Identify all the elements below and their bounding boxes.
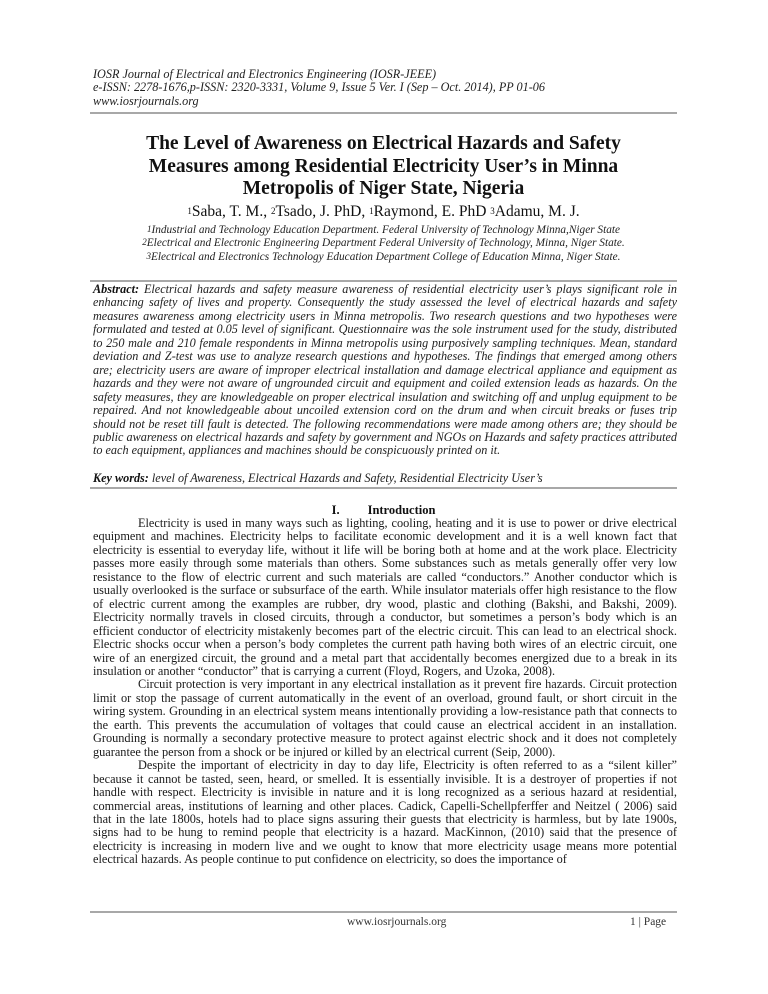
abstract	[93, 283, 677, 458]
journal-header	[93, 68, 677, 108]
body-text	[93, 517, 677, 867]
abstract-text: Electrical hazards and safety measure awareness of residential electricity user’s plays significant role in enhancing safety of lives and property. Consequently the study assessed the level of electrical hazards and safety measures awareness among electricity users in Minna metropolis. Two research questions and two hypotheses were formulated and tested at 0.05 level of significant. Questionnaire was the sole instrument used for the study, distributed to 250 male and 210 female respondents in Minna metropolis using purposively sampling techniques. Mean, standard deviation and Z-test was use to analyze research questions and hypotheses. The findings that emerged among others are; electricity users are aware of improper electrical installation and damage electrical appliance and equipment as hazards and they were not aware of ungrounded circuit and equipment and coiled extension leads as hazards. On the safety measures, they are knowledgeable on proper electrical insulation and switching off and unplug equipment to be repaired. And not knowledgeable about uncoiled extension cord on the drum and when circuit breaks or fuses trip should not be reset till fault is detected. The following recommendations were made among others are; they should be public awareness on electrical hazards and safety by government and NGOs on Hazards and safety practices attributed to each equipment, appliances and machines should be conspicuously printed on it.	[93, 282, 677, 458]
section-heading	[90, 503, 677, 517]
author-affil-marker: 3	[490, 206, 495, 216]
paragraph: Electricity is used in many ways such as lighting, cooling, heating and it is use to power or drive electrical equipment and machines. Electricity helps to facilitate economic development and it is a well known fact that electricity is essential to everyday life, without it life will be boring both at home and at the work place. Electricity passes more easily through some materials than others. Some substances such as metals generally offer very low resistance to the flow of electric current and such materials are called “conductors.” Another conductor which is usually overlooked is the surface or subsurface of the earth. While insulator materials offer high resistance to the flow of electric current among the examples are rubber, dry wood, plastic and clothing (Bakshi, and Bakshi, 2009). Electricity normally travels in closed circuits, through a conductor, but sometimes a person’s body which is an efficient conductor of electricity mistakenly becomes part of the electric circuit. This can lead to an electrical shock. Electric shocks occur when a person’s body completes the current path having both wires of an electric circuit, one wire of an energized circuit, the ground and a metal part that accidentally becomes energized due to a break in its insulation or another “conductor” that is carrying a current (Floyd, Rogers, and Uzoka, 2008).	[93, 516, 677, 678]
affiliation	[70, 224, 697, 237]
section-title: Introduction	[367, 503, 436, 517]
abstract-label: Abstract:	[93, 282, 140, 296]
affil-marker: 1	[146, 224, 152, 234]
author-affil-marker: 1	[187, 206, 192, 216]
paper-title	[90, 133, 677, 201]
author-name: Raymond, E. PhD	[373, 203, 491, 220]
author-name: Saba, T. M.,	[191, 203, 271, 220]
journal-website[interactable]: www.iosrjournals.org	[93, 93, 199, 108]
affil-text: Electrical and Electronics Technology Education Department College of Education Minna, Niger State.	[151, 250, 621, 263]
title-line-2: Measures among Residential Electricity User’s in Minna	[148, 155, 619, 177]
affil-marker: 3	[146, 250, 151, 261]
author-name: Adamu, M. J.	[494, 203, 580, 220]
affiliation	[70, 237, 697, 250]
affiliations	[70, 224, 697, 264]
author-affil-marker: 1	[369, 206, 374, 216]
title-line-1: The Level of Awareness on Electrical Hazards and Safety	[146, 133, 621, 154]
affil-text: Electrical and Electronic Engineering Department Federal University of Technology, Minna, Niger State.	[146, 237, 625, 250]
abstract-bottom-divider	[90, 487, 677, 489]
paragraph: Circuit protection is very important in any electrical installation as it prevent fire hazards. Circuit protection limit or stop the passage of current automatically in the event of an overload, ground fault, or short circuit in the wiring system. Grounding in an electrical system means intentionally providing a low-resistance path that connects to the earth. This prevents the accumulation of voltages that could cause an electrical accident in an installation. Grounding is normally a secondary protective measure to protect against electric shock and it does not completely guarantee the person from a shock or be injured or killed by an electrical current (Seip, 2000).	[93, 677, 677, 759]
paragraph: Despite the important of electricity in day to day life, Electricity is often referred to as a “silent killer” because it cannot be tasted, seen, heard, or smelled. It is essentially invisible. It is a destroyer of properties if not handle with respect. Electricity is invisible in nature and it is long recognized as a serious hazard at residential, commercial areas, institutions of learning and other places. Cadick, Capelli-Schellpferffer and Neitzel ( 2006) said that in the late 1800s, hotels had to place signs assuring their guests that electricity is harmless, but by late 1900s, signs had to be hung to remind people that electricity is a hazard. MacKinnon, (2010) said that the presence of electricity is increasing in modern live and we ought to know that more electricity usage means more potential electrical hazards. As people continue to put confidence on electricity, so does the importance of	[93, 758, 677, 867]
affil-marker: 2	[142, 237, 147, 248]
affiliation	[70, 251, 697, 264]
keywords	[93, 472, 677, 485]
section-number: I.	[331, 503, 340, 517]
footer-website[interactable]: www.iosrjournals.org	[347, 916, 447, 928]
keywords-label: Key words:	[93, 471, 149, 485]
title-line-3: Metropolis of Niger State, Nigeria	[242, 178, 525, 199]
header-divider	[90, 112, 677, 114]
footer-divider	[90, 911, 677, 913]
page-number: 1 | Page	[630, 916, 667, 928]
journal-name: IOSR Journal of Electrical and Electronics Engineering (IOSR-JEEE)	[93, 67, 437, 81]
affil-text: Industrial and Technology Education Department. Federal University of Technology Minna,Niger State	[151, 224, 621, 236]
author-list	[90, 203, 677, 221]
keywords-text: level of Awareness, Electrical Hazards and Safety, Residential Electricity User’s	[148, 471, 543, 485]
author-affil-marker: 2	[270, 206, 276, 216]
author-name: Tsado, J. PhD,	[275, 203, 370, 220]
issn-line: e-ISSN: 2278-1676,p-ISSN: 2320-3331, Volume 9, Issue 5 Ver. I (Sep – Oct. 2014), PP 01-06	[93, 80, 545, 95]
